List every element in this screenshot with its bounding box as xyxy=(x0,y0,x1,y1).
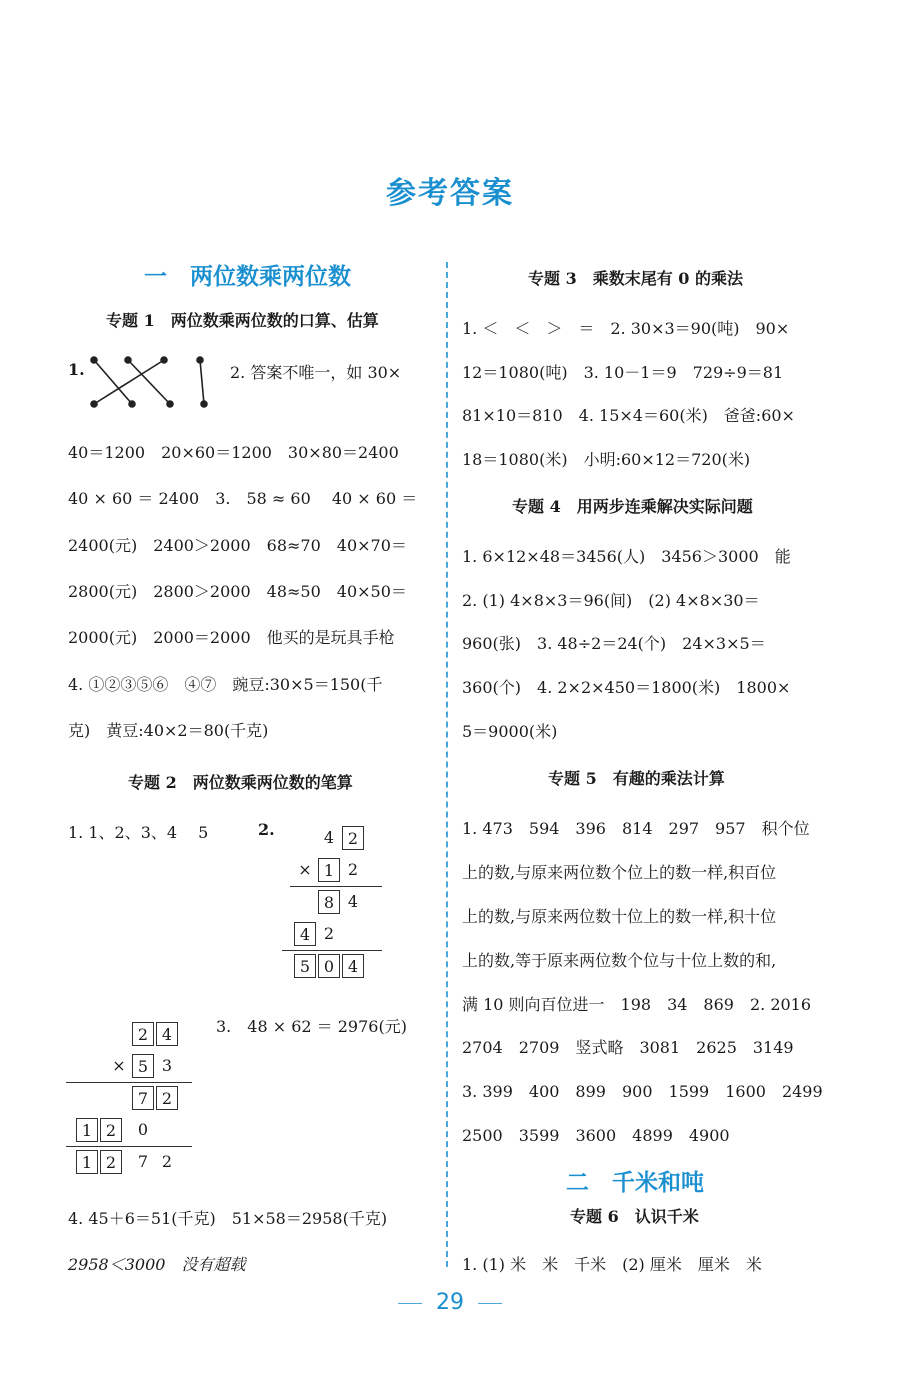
t5-line-6: 2704 2709 竖式略 3081 2625 3149 xyxy=(462,1038,794,1057)
t1-q1-number: 1. xyxy=(68,360,85,379)
page-number-text: 29 xyxy=(436,1290,464,1315)
page-number-dash-right xyxy=(478,1303,502,1304)
calc2-digit: 0 xyxy=(137,1120,149,1139)
page-number xyxy=(0,1290,900,1315)
t1-line-4: 2400(元) 2400＞2000 68≈70 40×70＝ xyxy=(68,536,407,555)
calc1-box: 0 xyxy=(318,954,340,978)
t3-line-3: 81×10＝810 4. 15×4＝60(米) 爸爸:60× xyxy=(462,406,795,425)
topic-5-heading: 专题 5 有趣的乘法计算 xyxy=(548,769,725,788)
calc1-rule xyxy=(290,886,382,887)
calc2-digit: 7 xyxy=(137,1152,149,1171)
calc2-box: 4 xyxy=(156,1022,178,1046)
calc1-digit: 2 xyxy=(347,860,359,879)
topic-2-heading: 专题 2 两位数乘两位数的笔算 xyxy=(128,773,353,792)
t6-line-1: 1. (1) 米 米 千米 (2) 厘米 厘米 米 xyxy=(462,1255,762,1274)
t2-line-4: 4. 45＋6＝51(千克) 51×58＝2958(千克) xyxy=(68,1209,388,1228)
t5-line-4: 上的数,等于原来两位数个位与十位上数的和, xyxy=(462,951,777,970)
t5-line-7: 3. 399 400 899 900 1599 1600 2499 xyxy=(462,1082,823,1101)
calc1-digit: 4 xyxy=(323,828,335,847)
t1-line-8: 克) 黄豆:40×2＝80(千克) xyxy=(68,721,269,740)
calc1-digit: 4 xyxy=(347,892,359,911)
calc2-box: 2 xyxy=(100,1150,122,1174)
t1-line-3: 40 × 60 ＝ 2400 3. 58 ≈ 60 40 × 60 ＝ xyxy=(68,489,418,508)
t5-line-8: 2500 3599 3600 4899 4900 xyxy=(462,1126,730,1145)
t1-line-6: 2000(元) 2000＝2000 他买的是玩具手枪 xyxy=(68,628,395,647)
vertical-calc-2 xyxy=(66,1022,196,1182)
topic-6-heading: 专题 6 认识千米 xyxy=(570,1207,699,1226)
calc1-digit: 2 xyxy=(323,924,335,943)
t2-line-5: 2958＜3000 没有超载 xyxy=(68,1255,246,1274)
topic-1-heading: 专题 1 两位数乘两位数的口算、估算 xyxy=(106,311,379,330)
calc1-box: 2 xyxy=(342,826,364,850)
t4-line-1: 1. 6×12×48＝3456(人) 3456＞3000 能 xyxy=(462,547,791,566)
calc1-box: 8 xyxy=(318,890,340,914)
t5-line-2: 上的数,与原来两位数个位上的数一样,积百位 xyxy=(462,863,777,882)
calc2-box: 1 xyxy=(76,1150,98,1174)
section-heading-1: 一 两位数乘两位数 xyxy=(144,263,351,290)
t1-line-1: 2. 答案不唯一，如 30× xyxy=(230,363,402,382)
t2-q2-number: 2. xyxy=(258,820,275,839)
calc2-box: 1 xyxy=(76,1118,98,1142)
t2-line-3: 3. 48 × 62 ＝ 2976(元) xyxy=(216,1017,407,1036)
t1-line-7: 4. ①②③⑤⑥ ④⑦ 豌豆:30×5＝150(千 xyxy=(68,675,383,694)
calc1-rule xyxy=(282,950,382,951)
page-title: 参考答案 xyxy=(386,176,514,211)
calc2-times: × xyxy=(112,1056,126,1075)
t5-line-3: 上的数,与原来两位数十位上的数一样,积十位 xyxy=(462,907,777,926)
calc2-box: 2 xyxy=(156,1086,178,1110)
t3-line-1: 1. ＜ ＜ ＞ ＝ 2. 30×3＝90(吨) 90× xyxy=(462,319,790,338)
t5-line-5: 满 10 则向百位进一 198 34 869 2. 2016 xyxy=(462,995,812,1014)
t3-line-4: 18＝1080(米) 小明:60×12＝720(米) xyxy=(462,450,751,469)
t4-line-5: 5＝9000(米) xyxy=(462,722,558,741)
t1-line-5: 2800(元) 2800＞2000 48≈50 40×50＝ xyxy=(68,582,407,601)
calc2-box: 7 xyxy=(132,1086,154,1110)
calc2-rule xyxy=(66,1146,192,1147)
calc1-box: 4 xyxy=(294,922,316,946)
matching-lines-diagram xyxy=(88,352,208,412)
calc2-digit: 2 xyxy=(161,1152,173,1171)
vertical-calc-1 xyxy=(280,826,390,986)
calc1-box: 5 xyxy=(294,954,316,978)
t2-line-1: 1. 1、2、3、4 5 xyxy=(68,823,209,842)
calc2-digit: 3 xyxy=(161,1056,173,1075)
t4-line-4: 360(个) 4. 2×2×450＝1800(米) 1800× xyxy=(462,678,791,697)
calc2-box: 5 xyxy=(132,1054,154,1078)
page-number-dash-left xyxy=(398,1303,422,1304)
t4-line-2: 2. (1) 4×8×3＝96(间) (2) 4×8×30＝ xyxy=(462,591,760,610)
calc1-box: 1 xyxy=(318,858,340,882)
t1-line-2: 40＝1200 20×60＝1200 30×80＝2400 xyxy=(68,443,399,462)
calc2-box: 2 xyxy=(100,1118,122,1142)
t3-line-2: 12＝1080(吨) 3. 10－1＝9 729÷9＝81 xyxy=(462,363,784,382)
topic-4-heading: 专题 4 用两步连乘解决实际问题 xyxy=(512,497,753,516)
calc2-box: 2 xyxy=(132,1022,154,1046)
t5-line-1: 1. 473 594 396 814 297 957 积个位 xyxy=(462,819,810,838)
section-heading-2: 二 千米和吨 xyxy=(566,1169,704,1196)
t4-line-3: 960(张) 3. 48÷2＝24(个) 24×3×5＝ xyxy=(462,634,766,653)
calc1-times: × xyxy=(298,860,312,879)
calc2-rule xyxy=(66,1082,192,1083)
column-divider xyxy=(446,262,448,1267)
topic-3-heading: 专题 3 乘数末尾有 0 的乘法 xyxy=(528,269,743,288)
calc1-box: 4 xyxy=(342,954,364,978)
